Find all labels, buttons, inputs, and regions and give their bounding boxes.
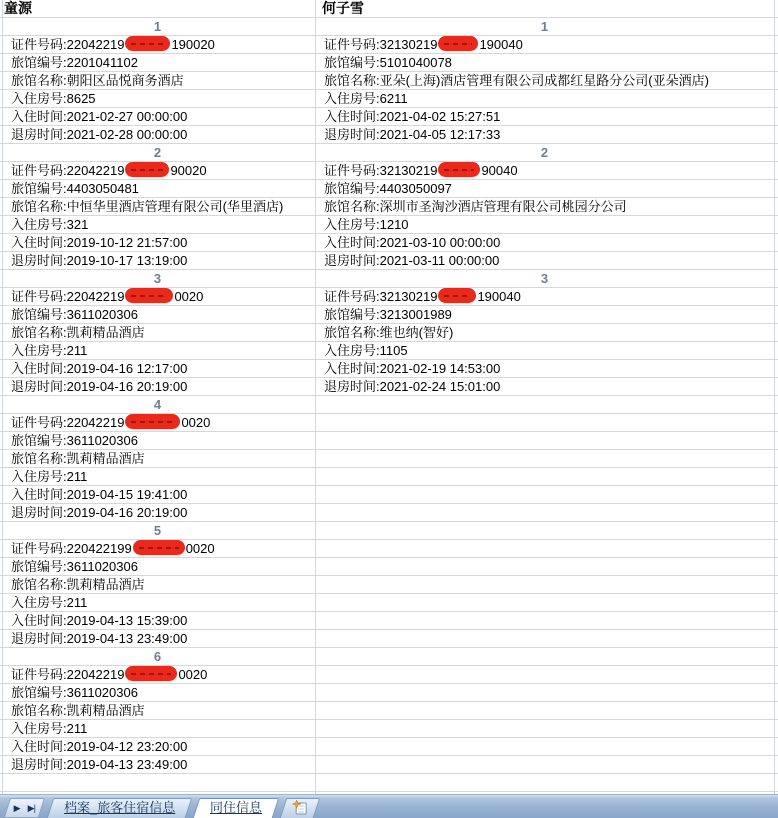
id-suffix: 190040 <box>479 37 523 52</box>
cell-checkin-time[interactable]: 入住时间:2021-04-02 15:27:51 <box>324 109 501 124</box>
cell-id-number[interactable] <box>0 666 315 684</box>
cell-room-number[interactable]: 入住房号:211 <box>11 469 88 484</box>
cell-room-number[interactable]: 入住房号:8625 <box>11 91 96 106</box>
id-prefix: 证件号码:220422199 <box>11 541 132 556</box>
sheet-tab-archive-guest-info[interactable]: 档案_旅客住宿信息 <box>47 798 193 818</box>
cell-id-number[interactable] <box>0 414 315 432</box>
cell-checkout-time[interactable]: 退房时间:2021-04-05 12:17:33 <box>324 127 501 142</box>
stay-record <box>0 522 315 648</box>
insert-worksheet-icon <box>293 800 309 815</box>
id-suffix: 0020 <box>181 415 211 430</box>
sheet-scroll-last-button[interactable]: ▶| <box>27 802 36 813</box>
cell-hotel-code[interactable]: 旅馆编号:3611020306 <box>11 559 138 574</box>
cell-checkin-time[interactable]: 入住时间:2019-04-15 19:41:00 <box>11 487 188 502</box>
cell-checkin-time[interactable]: 入住时间:2021-02-19 14:53:00 <box>324 361 501 376</box>
cell-hotel-name[interactable]: 旅馆名称:深圳市圣淘沙酒店管理有限公司桃园分公司 <box>324 199 627 214</box>
cell-checkout-time[interactable]: 退房时间:2019-04-16 20:19:00 <box>11 505 188 520</box>
redaction-mark <box>125 666 177 681</box>
id-prefix: 证件号码:32130219 <box>324 289 438 304</box>
cell-checkin-time[interactable]: 入住时间:2019-04-12 23:20:00 <box>11 739 188 754</box>
stay-record <box>315 270 774 396</box>
cell-checkin-time[interactable]: 入住时间:2021-03-10 00:00:00 <box>324 235 501 250</box>
id-prefix: 证件号码:32130219 <box>324 163 438 178</box>
cell-checkout-time[interactable]: 退房时间:2019-04-13 23:49:00 <box>11 757 188 772</box>
cell-room-number[interactable]: 入住房号:211 <box>11 343 88 358</box>
person-column-right <box>315 0 774 396</box>
redaction-mark <box>125 288 173 303</box>
redaction-mark <box>125 36 170 51</box>
cell-id-number[interactable] <box>0 36 315 54</box>
record-number-cell[interactable]: 2 <box>540 145 549 160</box>
redaction-mark <box>438 162 480 177</box>
id-prefix: 证件号码:22042219 <box>11 37 125 52</box>
record-number-cell[interactable]: 2 <box>153 145 162 160</box>
cell-checkout-time[interactable]: 退房时间:2021-03-11 00:00:00 <box>324 253 500 268</box>
cell-hotel-name[interactable]: 旅馆名称:亚朵(上海)酒店管理有限公司成都红星路分公司(亚朵酒店) <box>324 73 709 88</box>
cell-checkout-time[interactable]: 退房时间:2019-04-16 20:19:00 <box>11 379 188 394</box>
column-gridline <box>315 0 316 794</box>
cell-hotel-code[interactable]: 旅馆编号:3611020306 <box>11 307 138 322</box>
cell-checkin-time[interactable]: 入住时间:2019-04-13 15:39:00 <box>11 613 188 628</box>
cell-hotel-code[interactable]: 旅馆编号:3611020306 <box>11 433 138 448</box>
record-number-cell[interactable]: 5 <box>153 523 162 538</box>
cell-checkin-time[interactable]: 入住时间:2021-02-27 00:00:00 <box>11 109 188 124</box>
cell-hotel-name[interactable]: 旅馆名称:维也纳(智好) <box>324 325 454 340</box>
cell-checkout-time[interactable]: 退房时间:2019-04-13 23:49:00 <box>11 631 188 646</box>
record-number-cell[interactable]: 1 <box>540 19 549 34</box>
id-prefix: 证件号码:22042219 <box>11 667 125 682</box>
id-suffix: 0020 <box>174 289 204 304</box>
cell-room-number[interactable]: 入住房号:1105 <box>324 343 408 358</box>
stay-record <box>0 144 315 270</box>
stay-record <box>315 144 774 270</box>
cell-hotel-code[interactable]: 旅馆编号:4403050481 <box>11 181 139 196</box>
cell-hotel-code[interactable]: 旅馆编号:5101040078 <box>324 55 452 70</box>
id-suffix: 190040 <box>477 289 521 304</box>
stay-record <box>0 270 315 396</box>
sheet-scroll-next-button[interactable]: ▶ <box>13 802 20 813</box>
id-suffix: 90040 <box>481 163 518 178</box>
cell-room-number[interactable]: 入住房号:1210 <box>324 217 409 232</box>
id-prefix: 证件号码:22042219 <box>11 289 125 304</box>
cell-hotel-code[interactable]: 旅馆编号:3611020306 <box>11 685 138 700</box>
insert-worksheet-button[interactable] <box>280 798 320 818</box>
cell-id-number[interactable] <box>0 162 315 180</box>
redaction-mark <box>125 414 180 429</box>
cell-checkout-time[interactable]: 退房时间:2021-02-24 15:01:00 <box>324 379 501 394</box>
cell-hotel-name[interactable]: 旅馆名称:中恒华里酒店管理有限公司(华里酒店) <box>11 199 284 214</box>
cell-checkout-time[interactable]: 退房时间:2019-10-17 13:19:00 <box>11 253 188 268</box>
stay-record <box>0 648 315 774</box>
cell-id-number[interactable] <box>315 288 774 306</box>
stay-record <box>0 18 315 144</box>
id-prefix: 证件号码:22042219 <box>11 415 125 430</box>
redaction-mark <box>125 162 169 177</box>
cell-id-number[interactable] <box>0 288 315 306</box>
stay-record <box>315 18 774 144</box>
cell-hotel-code[interactable]: 旅馆编号:3213001989 <box>324 307 452 322</box>
record-number-cell[interactable]: 6 <box>153 649 162 664</box>
cell-hotel-name[interactable]: 旅馆名称:凯莉精品酒店 <box>11 577 145 592</box>
cell-checkin-time[interactable]: 入住时间:2019-10-12 21:57:00 <box>11 235 188 250</box>
sheet-tab-bar <box>0 794 778 818</box>
stay-record <box>0 396 315 522</box>
cell-id-number[interactable] <box>315 36 774 54</box>
cell-room-number[interactable]: 入住房号:211 <box>11 595 88 610</box>
cell-hotel-code[interactable]: 旅馆编号:4403050097 <box>324 181 452 196</box>
id-suffix: 190020 <box>171 37 215 52</box>
person-header[interactable]: 童源 <box>4 0 32 16</box>
cell-checkin-time[interactable]: 入住时间:2019-04-16 12:17:00 <box>11 361 188 376</box>
cell-room-number[interactable]: 入住房号:321 <box>11 217 89 232</box>
record-number-cell[interactable]: 1 <box>153 19 162 34</box>
cell-id-number[interactable] <box>315 162 774 180</box>
cell-room-number[interactable]: 入住房号:6211 <box>324 91 408 106</box>
person-column-left <box>0 0 315 774</box>
redaction-mark <box>438 288 476 303</box>
record-number-cell[interactable]: 3 <box>540 271 549 286</box>
sheet-tab-cohabitation-info[interactable]: 同住信息 <box>193 798 280 818</box>
redaction-mark <box>133 540 185 555</box>
cell-hotel-name[interactable]: 旅馆名称:朝阳区品悦商务酒店 <box>11 73 184 88</box>
id-suffix: 90020 <box>170 163 207 178</box>
column-gridline <box>2 0 3 794</box>
record-number-cell[interactable]: 4 <box>153 397 162 412</box>
cell-hotel-name[interactable]: 旅馆名称:凯莉精品酒店 <box>11 325 145 340</box>
cell-hotel-code[interactable]: 旅馆编号:2201041102 <box>11 55 138 70</box>
id-suffix: 0020 <box>178 667 208 682</box>
id-prefix: 证件号码:22042219 <box>11 163 125 178</box>
sheet-scroll-buttons <box>4 798 45 817</box>
cell-checkout-time[interactable]: 退房时间:2021-02-28 00:00:00 <box>11 127 188 142</box>
column-gridline <box>774 0 775 794</box>
cell-room-number[interactable]: 入住房号:211 <box>11 721 88 736</box>
id-prefix: 证件号码:32130219 <box>324 37 438 52</box>
id-suffix: 0020 <box>185 541 215 556</box>
cell-hotel-name[interactable]: 旅馆名称:凯莉精品酒店 <box>11 451 145 466</box>
person-header[interactable]: 何子雪 <box>322 0 364 16</box>
cell-hotel-name[interactable]: 旅馆名称:凯莉精品酒店 <box>11 703 145 718</box>
record-number-cell[interactable]: 3 <box>153 271 162 286</box>
cell-id-number[interactable] <box>0 540 315 558</box>
redaction-mark <box>438 36 478 51</box>
